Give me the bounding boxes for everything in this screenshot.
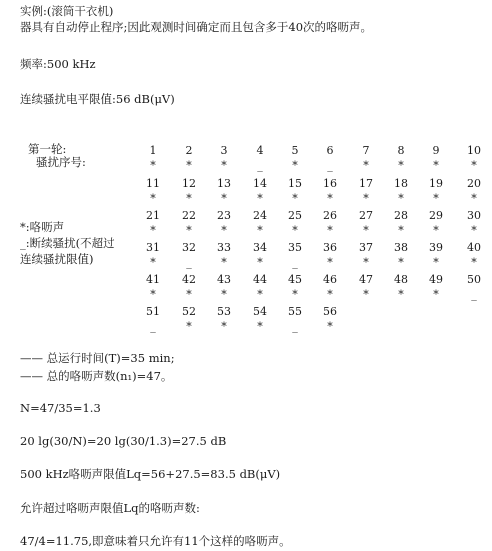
sequence-number: 43 [217,273,231,286]
sequence-number: 36 [323,241,337,254]
sequence-mark: * [257,224,263,237]
sequence-number: 53 [217,305,231,318]
sequence-number: 24 [253,209,267,222]
sequence-number: 12 [182,177,196,190]
sequence-number: 21 [146,209,160,222]
sequence-number: 52 [182,305,196,318]
sequence-number: 13 [217,177,231,190]
sequence-number: 6 [326,144,334,157]
sequence-mark: * [398,256,404,269]
sequence-number: 23 [217,209,231,222]
sequence-mark: _ [257,159,263,172]
sequence-number: 51 [146,305,160,318]
sequence-mark: * [221,192,227,205]
sequence-mark: * [150,288,156,301]
sequence-number: 31 [146,241,160,254]
round-title: 第一轮: [28,142,67,156]
sequence-number: 47 [359,273,373,286]
sequence-mark: * [150,192,156,205]
sequence-number: 20 [467,177,481,190]
sequence-number: 5 [291,144,299,157]
sequence-number: 56 [323,305,337,318]
sequence-mark: * [363,192,369,205]
sequence-mark: * [221,288,227,301]
summary-runtime: —— 总运行时间(T)=35 min; [20,351,175,365]
sequence-number: 26 [323,209,337,222]
sequence-number: 49 [429,273,443,286]
calc-allowed-result: 47/4=11.75,即意味着只允许有11个这样的咯呖声。 [20,534,291,548]
sequence-mark: * [471,224,477,237]
sequence-mark: * [433,288,439,301]
sequence-number: 38 [394,241,408,254]
sequence-mark: * [398,192,404,205]
sequence-mark: _ [292,256,298,269]
sequence-number: 15 [288,177,302,190]
sequence-mark: * [186,288,192,301]
sequence-mark: * [363,288,369,301]
sequence-mark: _ [150,320,156,333]
sequence-mark: _ [186,256,192,269]
sequence-mark: * [257,320,263,333]
sequence-mark: * [186,320,192,333]
sequence-number: 2 [185,144,193,157]
sequence-mark: * [257,288,263,301]
sequence-mark: _ [327,159,333,172]
sequence-mark: * [150,256,156,269]
sequence-number: 17 [359,177,373,190]
sequence-number: 34 [253,241,267,254]
sequence-number: 25 [288,209,302,222]
legend-click: *:咯呖声 [20,220,65,234]
sequence-mark: * [327,192,333,205]
sequence-mark: * [150,159,156,172]
sequence-number: 29 [429,209,443,222]
sequence-number: 42 [182,273,196,286]
sequence-mark: * [327,224,333,237]
sequence-number: 16 [323,177,337,190]
sequence-number: 22 [182,209,196,222]
intro-text: 器具有自动停止程序;因此观测时间确定而且包含多于40次的咯呖声。 [20,20,373,34]
sequence-number: 55 [288,305,302,318]
sequence-mark: * [257,192,263,205]
sequence-mark: * [363,256,369,269]
sequence-number: 14 [253,177,267,190]
sequence-number: 48 [394,273,408,286]
sequence-mark: _ [471,288,477,301]
sequence-number: 4 [256,144,264,157]
calc-n: N=47/35=1.3 [20,401,101,415]
sequence-mark: * [363,159,369,172]
sequence-mark: * [186,224,192,237]
sequence-mark: * [433,192,439,205]
calc-allowed-label: 允许超过咯呖声限值Lq的咯呖声数: [20,501,200,515]
sequence-number: 54 [253,305,267,318]
sequence-mark: * [221,159,227,172]
sequence-mark: * [150,224,156,237]
disturbance-table [20,141,488,346]
sequence-mark: * [471,256,477,269]
sequence-mark: * [327,256,333,269]
sequence-number: 37 [359,241,373,254]
example-heading: 实例:(滚筒干衣机) [20,4,114,18]
sequence-number: 50 [467,273,481,286]
sequence-number: 41 [146,273,160,286]
sequence-mark: * [221,224,227,237]
sequence-mark: * [433,159,439,172]
sequence-number: 9 [432,144,440,157]
legend-discontinuous: _:断续骚扰(不超过 [20,236,115,250]
sequence-number: 11 [146,177,160,190]
sequence-number: 45 [288,273,302,286]
sequence-mark: * [398,288,404,301]
continuous-limit-text: 连续骚扰电平限值:56 dB(μV) [20,92,175,106]
sequence-mark: * [292,192,298,205]
calc-lg: 20 lg(30/N)=20 lg(30/1.3)=27.5 dB [20,434,227,448]
sequence-number: 27 [359,209,373,222]
sequence-number: 8 [397,144,405,157]
legend-discontinuous-cont: 连续骚扰限值) [20,252,94,266]
sequence-number: 44 [253,273,267,286]
sequence-label: 骚扰序号: [36,155,86,169]
legend [20,219,115,267]
sequence-number: 7 [362,144,370,157]
summary-count: —— 总的咯呖声数(n₁)=47。 [20,369,173,383]
sequence-mark: * [257,256,263,269]
sequence-mark: * [363,224,369,237]
sequence-mark: * [327,288,333,301]
sequence-mark: * [398,224,404,237]
sequence-mark: * [471,159,477,172]
sequence-mark: _ [292,320,298,333]
sequence-mark: * [186,192,192,205]
sequence-mark: * [471,192,477,205]
sequence-number: 19 [429,177,443,190]
sequence-number: 3 [220,144,228,157]
sequence-mark: * [292,159,298,172]
sequence-number: 39 [429,241,443,254]
sequence-number: 18 [394,177,408,190]
sequence-mark: * [327,320,333,333]
sequence-number: 1 [149,144,157,157]
sequence-mark: * [398,159,404,172]
sequence-number: 10 [467,144,481,157]
frequency-text: 频率:500 kHz [20,57,96,71]
sequence-number: 40 [467,241,481,254]
sequence-number: 46 [323,273,337,286]
sequence-number: 35 [288,241,302,254]
sequence-mark: * [186,159,192,172]
sequence-number: 28 [394,209,408,222]
sequence-number: 30 [467,209,481,222]
sequence-number: 33 [217,241,231,254]
sequence-mark: * [221,320,227,333]
sequence-mark: * [433,224,439,237]
sequence-mark: * [433,256,439,269]
sequence-mark: * [221,256,227,269]
sequence-mark: * [292,224,298,237]
sequence-mark: * [292,288,298,301]
sequence-number: 32 [182,241,196,254]
calc-limit: 500 kHz咯呖声限值Lq=56+27.5=83.5 dB(μV) [20,467,281,481]
